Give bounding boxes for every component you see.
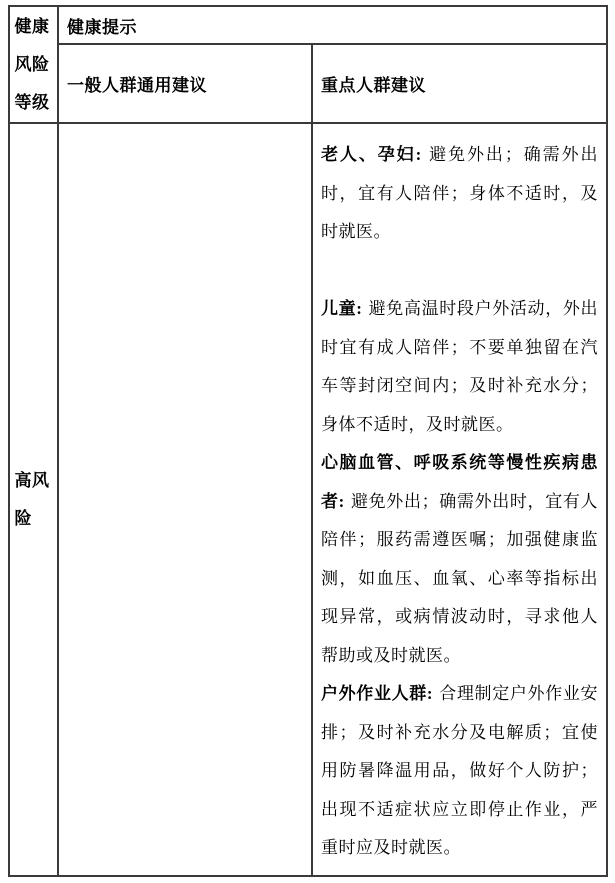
key-population-paragraph bbox=[321, 290, 598, 444]
population-group-advice: 避免高温时段户外活动，外出时宜有成人陪伴；不要单独留在汽车等封闭空间内；及时补充水分；身体不适时，及时就医。 bbox=[321, 299, 599, 434]
general-population-header-label: 一般人群通用建议 bbox=[67, 76, 207, 95]
risk-level-header-label: 健康风险等级 bbox=[14, 16, 50, 112]
population-group-label: 老人、孕妇: bbox=[321, 145, 422, 164]
general-population-header-cell bbox=[59, 45, 313, 124]
health-risk-table bbox=[8, 5, 608, 877]
key-population-header-label: 重点人群建议 bbox=[321, 76, 426, 95]
population-group-label: 户外作业人群: bbox=[321, 684, 434, 703]
risk-level-header-cell bbox=[10, 7, 59, 124]
key-population-advice-cell bbox=[313, 124, 606, 875]
population-group-label: 心脑血管、呼吸系统等慢性疾病患者: bbox=[321, 453, 598, 511]
population-group-label: 儿童: bbox=[321, 299, 363, 318]
health-tips-header-label: 健康提示 bbox=[67, 17, 137, 37]
key-population-paragraph bbox=[321, 444, 598, 675]
key-population-paragraph bbox=[321, 136, 598, 252]
key-population-header-cell bbox=[313, 45, 606, 124]
general-advice-cell bbox=[59, 124, 313, 875]
risk-level-cell bbox=[10, 124, 59, 875]
population-group-advice: 避免外出；确需外出时，宜有人陪伴；身体不适时，及时就医。 bbox=[321, 145, 598, 241]
risk-level-value: 高风险 bbox=[14, 470, 50, 528]
population-group-advice: 避免外出；确需外出时，宜有人陪伴；服药需遵医嘱；加强健康监测，如血压、血氧、心率等指标出现异常，或病情波动时，寻求他人帮助或及时就医。 bbox=[321, 491, 599, 665]
key-population-paragraph bbox=[321, 675, 598, 868]
key-population-advice-list bbox=[321, 136, 598, 868]
population-group-advice: 合理制定户外作业安排；及时补充水分及电解质；宜使用防暑降温用品，做好个人防护；出现不适症状应立即停止作业，严重时应及时就医。 bbox=[321, 684, 598, 857]
health-tips-header-cell bbox=[59, 7, 606, 45]
